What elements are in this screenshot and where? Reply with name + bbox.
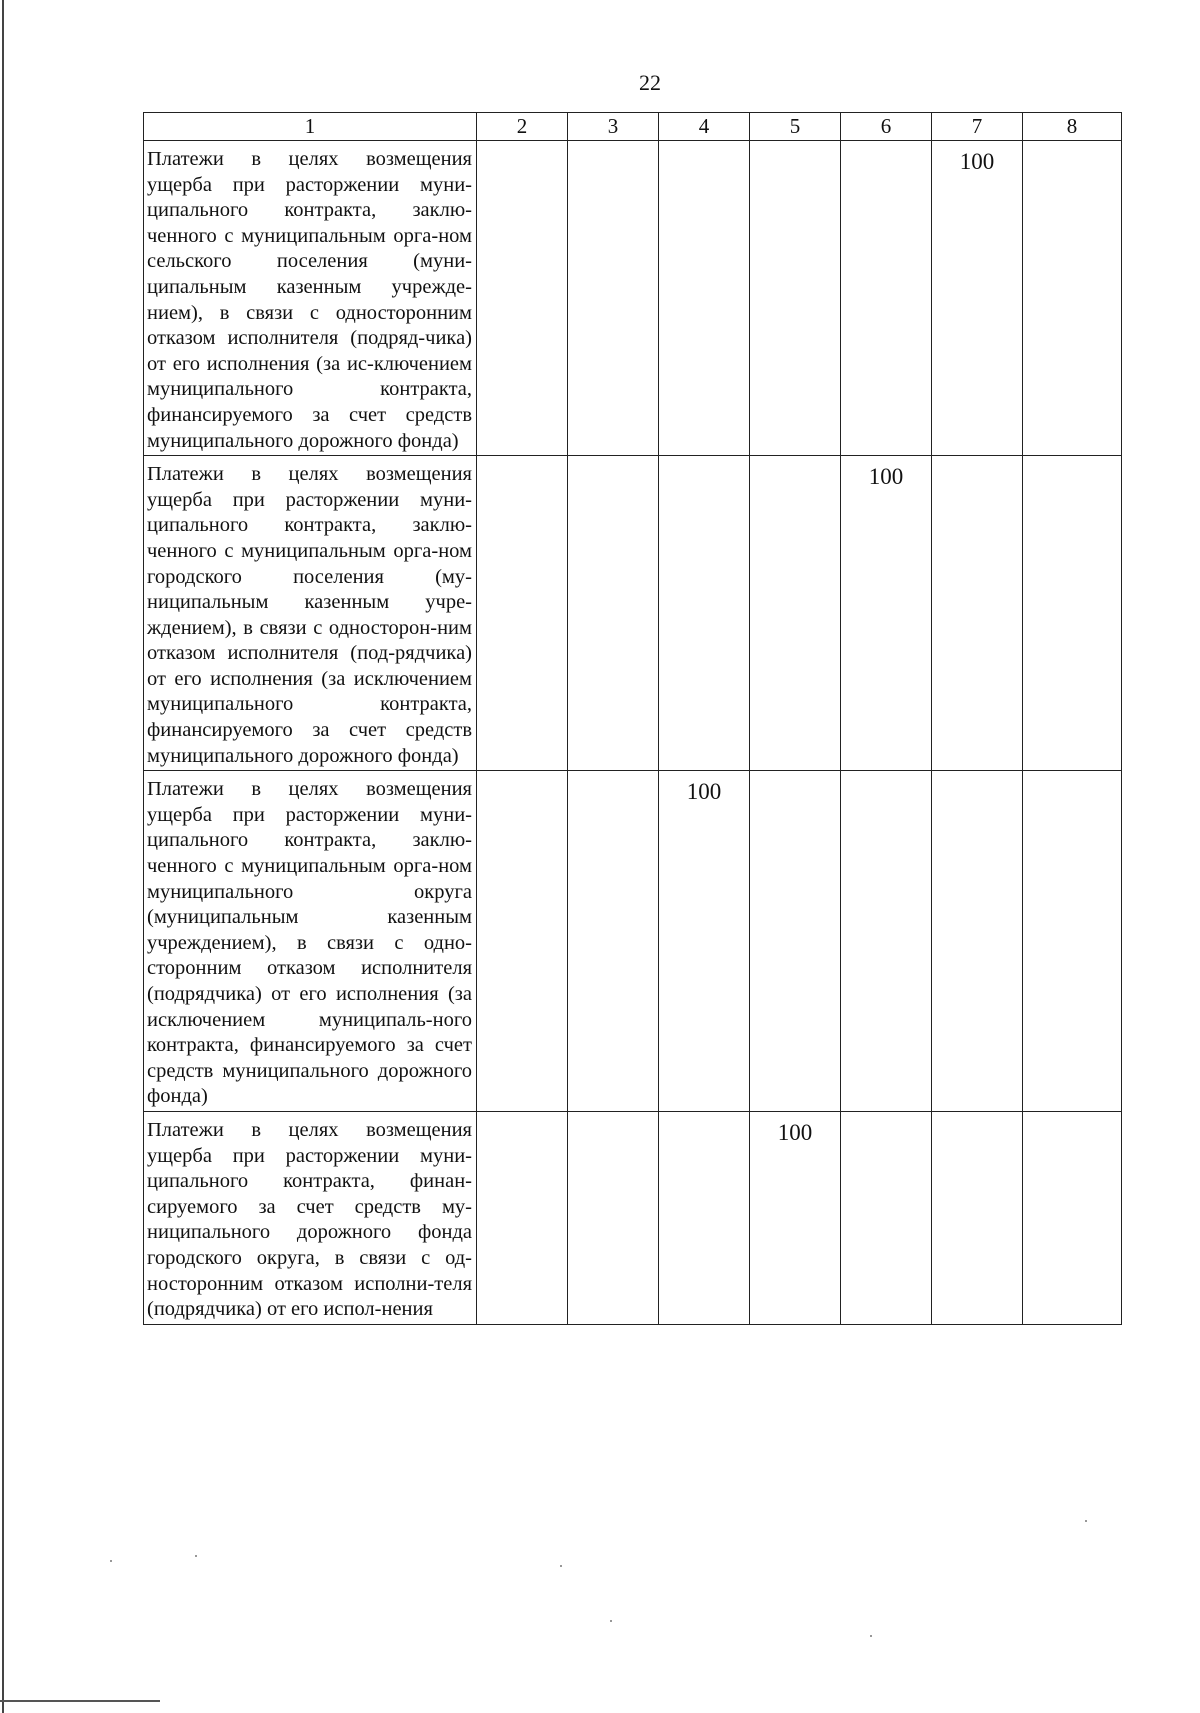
value-cell	[659, 141, 750, 456]
value-cell	[750, 456, 841, 771]
scan-speck	[110, 1560, 112, 1562]
scan-edge-bottom	[0, 1700, 160, 1702]
value-cell	[477, 456, 568, 771]
value-cell	[841, 771, 932, 1112]
column-header: 3	[568, 113, 659, 141]
value-cell	[1023, 771, 1122, 1112]
value-cell	[1023, 141, 1122, 456]
page-number: 22	[639, 70, 661, 95]
value-cell	[477, 1111, 568, 1324]
value-cell: 100	[932, 141, 1023, 456]
value-cell	[841, 1111, 932, 1324]
table-row	[144, 141, 1122, 456]
table-row	[144, 771, 1122, 1112]
value-cell: 100	[750, 1111, 841, 1324]
scan-speck	[610, 1620, 612, 1622]
column-header: 7	[932, 113, 1023, 141]
row-description: Платежи в целях возмещения ущерба при расторжении муни-ципального контракта, финан-сируемого за счет средств му-ниципального дорожного фонда городского округа, в связи с од-носторонним отказом исполни-теля (подрядчика) от его испол-нения	[144, 1111, 477, 1324]
column-header: 4	[659, 113, 750, 141]
scan-speck	[560, 1565, 562, 1567]
header-row	[144, 113, 1122, 141]
value-cell	[477, 771, 568, 1112]
column-header: 1	[144, 113, 477, 141]
row-description: Платежи в целях возмещения ущерба при расторжении муни-ципального контракта, заклю-ченного с муниципальным орга-ном городского поселения (му-ниципальным казенным учре-ждением), в связи с односторон-ним отказом исполнителя (под-рядчика) от его исполнения (за исключением муниципального контракта, финансируемого за счет средств муниципального дорожного фонда)	[144, 456, 477, 771]
column-header: 6	[841, 113, 932, 141]
value-cell	[659, 1111, 750, 1324]
value-cell	[932, 1111, 1023, 1324]
table-row	[144, 1111, 1122, 1324]
column-header: 8	[1023, 113, 1122, 141]
value-cell	[568, 1111, 659, 1324]
value-cell	[477, 141, 568, 456]
table-row	[144, 456, 1122, 771]
scan-edge	[2, 0, 4, 1713]
value-cell	[1023, 456, 1122, 771]
value-cell	[659, 456, 750, 771]
value-cell	[932, 771, 1023, 1112]
value-cell	[841, 141, 932, 456]
value-cell	[568, 141, 659, 456]
value-cell	[568, 456, 659, 771]
value-cell	[932, 456, 1023, 771]
value-cell	[1023, 1111, 1122, 1324]
scan-speck	[870, 1635, 872, 1637]
row-description: Платежи в целях возмещения ущерба при расторжении муни-ципального контракта, заклю-ченного с муниципальным орга-ном сельского поселения (муни-ципальным казенным учрежде-нием), в связи с односторонним отказом исполнителя (подряд-чика) от его исполнения (за ис-ключением муниципального контракта, финансируемого за счет средств муниципального дорожного фонда)	[144, 141, 477, 456]
value-cell: 100	[659, 771, 750, 1112]
value-cell: 100	[841, 456, 932, 771]
value-cell	[750, 771, 841, 1112]
row-description: Платежи в целях возмещения ущерба при расторжении муни-ципального контракта, заклю-ченного с муниципальным орга-ном муниципального округа (муниципальным казенным учреждением), в связи с одно-сторонним отказом исполнителя (подрядчика) от его исполнения (за исключением муниципаль-ного контракта, финансируемого за счет средств муниципального дорожного фонда)	[144, 771, 477, 1112]
column-header: 5	[750, 113, 841, 141]
column-header: 2	[477, 113, 568, 141]
value-cell	[750, 141, 841, 456]
data-table	[143, 112, 1122, 1325]
scan-speck	[195, 1555, 197, 1557]
value-cell	[568, 771, 659, 1112]
scan-speck	[1085, 1520, 1087, 1522]
